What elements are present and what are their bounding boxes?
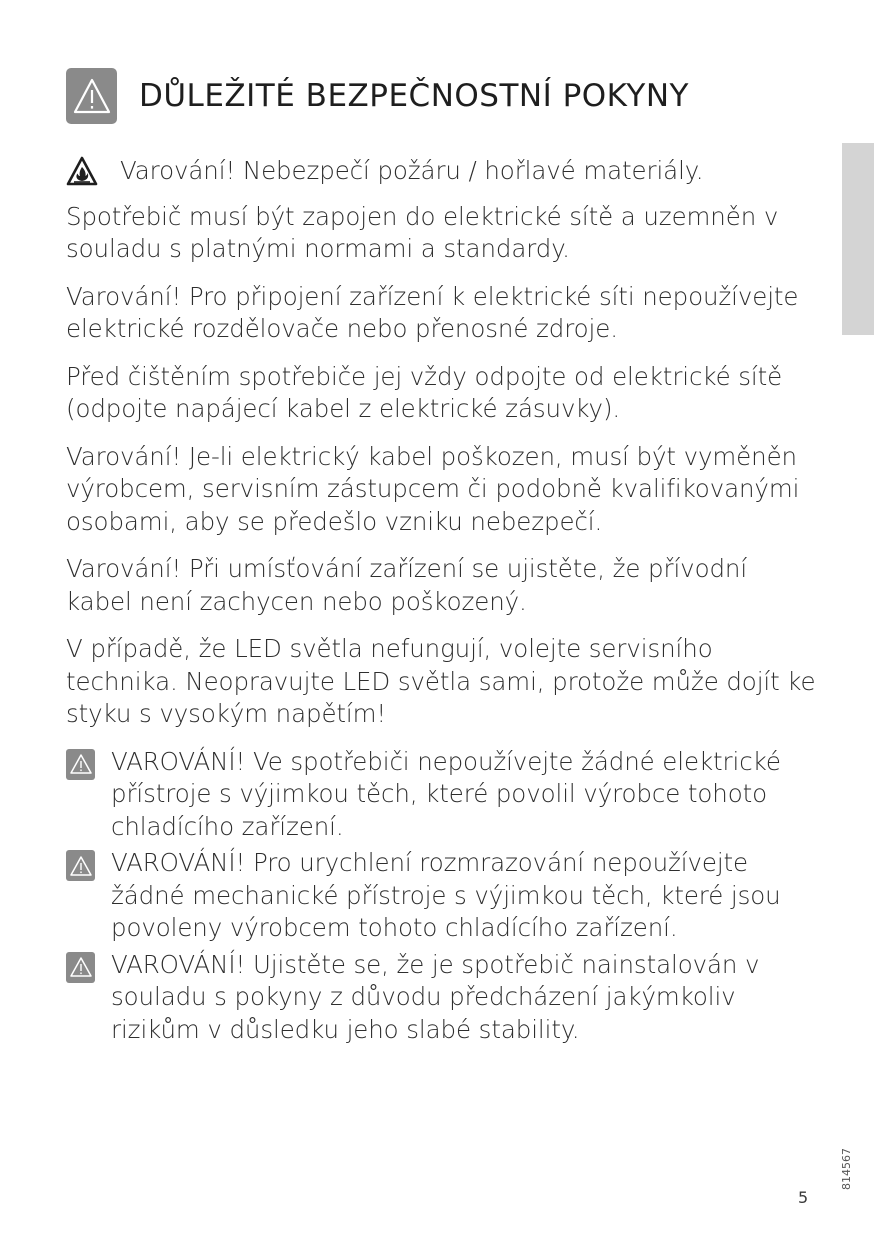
fire-warning-text: Varování! Nebezpečí požáru / hořlavé materiály. xyxy=(120,156,704,185)
paragraph: Varování! Je-li elektrický kabel poškozen, musí být vyměněn výrobcem, servisním zástupcem či podobně kvalifikovanými osobami, aby se předešlo vzniku nebezpečí. xyxy=(66,441,800,536)
paragraph: Varování! Při umísťování zařízení se ujistěte, že přívodní kabel není zachycen nebo poškozený. xyxy=(66,554,748,616)
paragraph: Varování! Pro připojení zařízení k elektrické síti nepoužívejte elektrické rozdělovače nebo přenosné zdroje. xyxy=(66,281,799,343)
fire-warning-icon xyxy=(66,155,98,187)
page-number: 5 xyxy=(798,1188,809,1207)
warning-row xyxy=(66,746,816,844)
warning-text: VAROVÁNÍ! Ve spotřebiči nepoužívejte žádné elektrické přístroje s výjimkou těch, které povolil výrobce tohoto chladícího zařízení. xyxy=(111,746,781,841)
warning-icon xyxy=(66,749,95,780)
page-title: DŮLEŽITÉ BEZPEČNOSTNÍ POKYNY xyxy=(139,78,689,114)
warning-text: VAROVÁNÍ! Ujistěte se, že je spotřebič nainstalován v souladu s pokyny z důvodu předcházení jakýmkoliv rizikům v důsledku jeho slabé stability. xyxy=(111,949,760,1044)
warning-icon xyxy=(66,952,95,983)
document-code: 814567 xyxy=(840,1148,853,1190)
warning-icon xyxy=(66,850,95,881)
warning-row xyxy=(66,847,816,945)
content xyxy=(66,155,816,1050)
warning-row xyxy=(66,949,816,1047)
side-tab-marker xyxy=(842,143,874,335)
paragraph: Před čištěním spotřebiče jej vždy odpojte od elektrické sítě (odpojte napájecí kabel z elektrické zásuvky). xyxy=(66,361,783,423)
fire-warning-row xyxy=(66,155,816,188)
warning-icon xyxy=(66,68,117,124)
paragraph: V případě, že LED světla nefungují, volejte servisního technika. Neopravujte LED světla sami, protože může dojít ke styku s vysokým napětím! xyxy=(66,634,816,728)
paragraph: Spotřebič musí být zapojen do elektrické sítě a uzemněn v souladu s platnými normami a standardy. xyxy=(66,201,779,263)
warning-text: VAROVÁNÍ! Pro urychlení rozmrazování nepoužívejte žádné mechanické přístroje s výjimkou těch, které jsou povoleny výrobcem tohoto chladícího zařízení. xyxy=(111,848,781,942)
page-header xyxy=(66,68,689,124)
